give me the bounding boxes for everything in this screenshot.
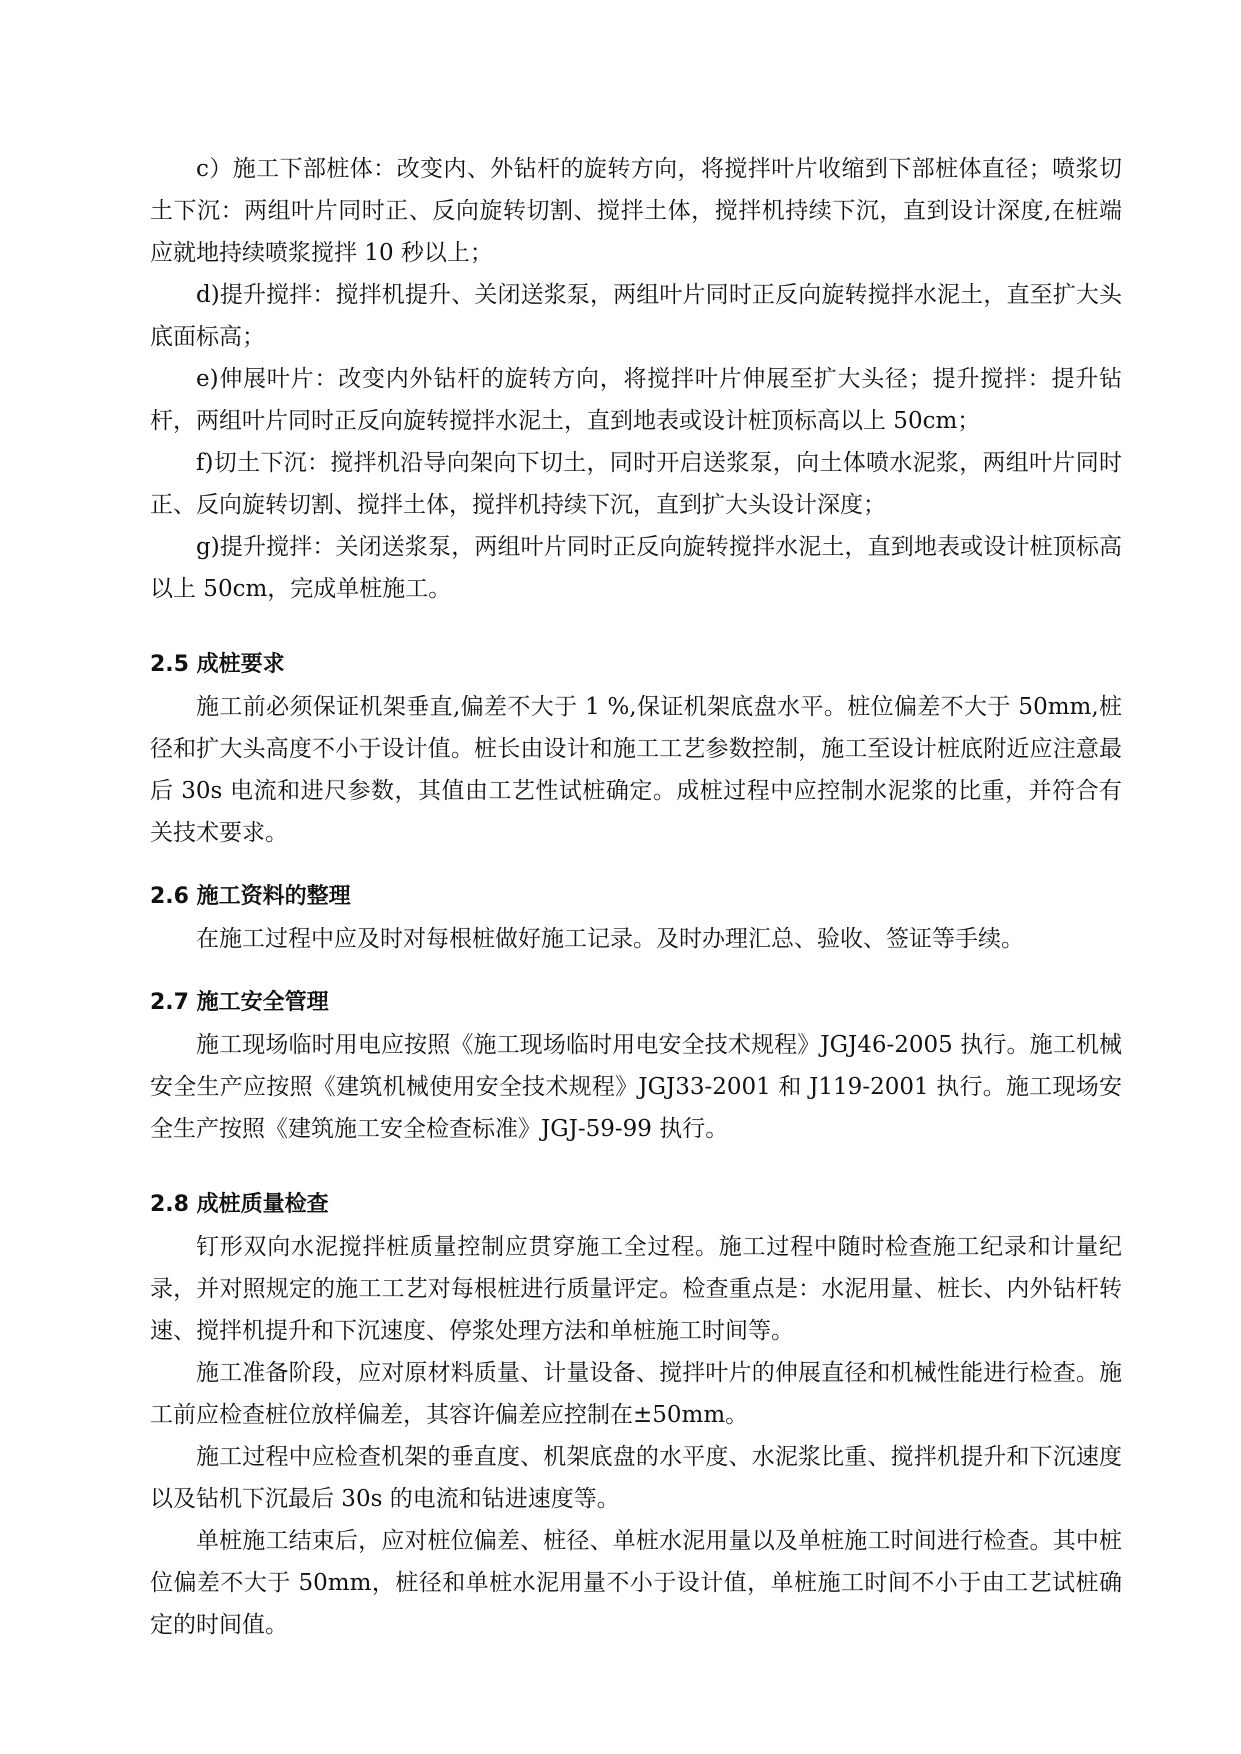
section-2-7-paragraph: 施工现场临时用电应按照《施工现场临时用电安全技术规程》JGJ46-2005 执行。施工机械安全生产应按照《建筑机械使用安全技术规程》JGJ33-2001 和 J119-2001 执行。施工现场安全生产按照《建筑施工安全检查标准》JGJ-59-99 执行。 bbox=[150, 1032, 1122, 1142]
document-page bbox=[150, 148, 1122, 1646]
paragraph-step-g: g)提升搅拌：关闭送浆泵，两组叶片同时正反向旋转搅拌水泥土，直到地表或设计桩顶标高以上 50cm，完成单桩施工。 bbox=[150, 534, 1122, 602]
section-heading-2-8: 2.8 成桩质量检查 bbox=[150, 1192, 329, 1217]
section-2-8-paragraph-2: 施工准备阶段，应对原材料质量、计量设备、搅拌叶片的伸展直径和机械性能进行检查。施工前应检查桩位放样偏差，其容许偏差应控制在±50mm。 bbox=[150, 1360, 1122, 1428]
section-2-8-paragraph-1: 钉形双向水泥搅拌桩质量控制应贯穿施工全过程。施工过程中随时检查施工纪录和计量纪录，并对照规定的施工工艺对每根桩进行质量评定。检查重点是：水泥用量、桩长、内外钻杆转速、搅拌机提升和下沉速度、停浆处理方法和单桩施工时间等。 bbox=[150, 1234, 1122, 1344]
section-2-6-paragraph: 在施工过程中应及时对每根桩做好施工记录。及时办理汇总、验收、签证等手续。 bbox=[196, 926, 1024, 952]
paragraph-step-c: c）施工下部桩体：改变内、外钻杆的旋转方向，将搅拌叶片收缩到下部桩体直径；喷浆切土下沉：两组叶片同时正、反向旋转切割、搅拌土体，搅拌机持续下沉，直到设计深度,在桩端应就地持续喷浆搅拌 10 秒以上； bbox=[150, 156, 1122, 266]
section-heading-2-5: 2.5 成桩要求 bbox=[150, 652, 285, 677]
section-heading-2-7: 2.7 施工安全管理 bbox=[150, 990, 329, 1015]
section-heading-2-6: 2.6 施工资料的整理 bbox=[150, 884, 351, 909]
section-2-8-paragraph-3: 施工过程中应检查机架的垂直度、机架底盘的水平度、水泥浆比重、搅拌机提升和下沉速度以及钻机下沉最后 30s 的电流和钻进速度等。 bbox=[150, 1444, 1122, 1512]
section-2-8-paragraph-4: 单桩施工结束后，应对桩位偏差、桩径、单桩水泥用量以及单桩施工时间进行检查。其中桩位偏差不大于 50mm，桩径和单桩水泥用量不小于设计值，单桩施工时间不小于由工艺试桩确定的时间值。 bbox=[150, 1528, 1122, 1638]
paragraph-step-d: d)提升搅拌：搅拌机提升、关闭送浆泵，两组叶片同时正反向旋转搅拌水泥土，直至扩大头底面标高； bbox=[150, 282, 1122, 350]
paragraph-step-e: e)伸展叶片：改变内外钻杆的旋转方向，将搅拌叶片伸展至扩大头径；提升搅拌：提升钻杆，两组叶片同时正反向旋转搅拌水泥土，直到地表或设计桩顶标高以上 50cm； bbox=[150, 366, 1122, 434]
section-2-5-paragraph: 施工前必须保证机架垂直,偏差不大于 1 %,保证机架底盘水平。桩位偏差不大于 50mm,桩径和扩大头高度不小于设计值。桩长由设计和施工工艺参数控制，施工至设计桩底附近应注意最后 30s 电流和进尺参数，其值由工艺性试桩确定。成桩过程中应控制水泥浆的比重，并符合有关技术要求。 bbox=[150, 694, 1122, 846]
paragraph-step-f: f)切土下沉：搅拌机沿导向架向下切土，同时开启送浆泵，向土体喷水泥浆，两组叶片同时正、反向旋转切割、搅拌土体，搅拌机持续下沉，直到扩大头设计深度； bbox=[150, 450, 1122, 518]
